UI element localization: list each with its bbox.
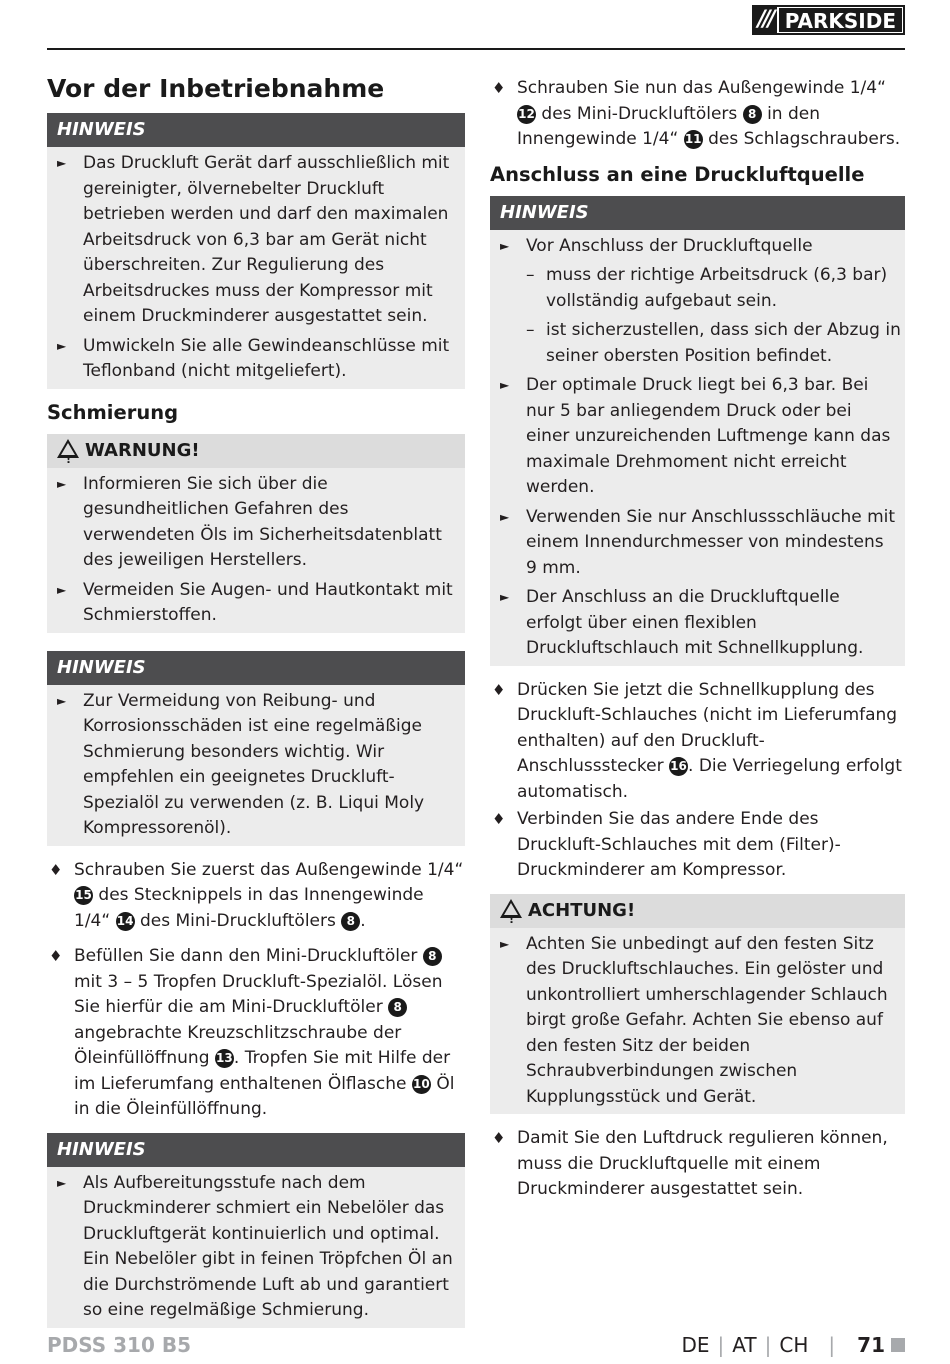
part-number-badge: 8 [341,912,360,931]
step-item: ♦ Befüllen Sie dann den Mini-Druckluftöler 8 mit 3 – 5 Tropfen Druckluft-Spezialöl. Lösen Sie hierfür die am Mini-Druckluftöler 8 angebrachte Kreuzschlitzschraube der Öleinfüllöffnung 13. Tropfen Sie mit Hilfe der im Lieferumfang enthaltenen Ölflasche 10 Öl in die Öleinfüllöffnung. [49,946,455,1119]
parkside-logo [752,5,905,35]
part-number-badge: 10 [412,1075,431,1094]
part-number-badge: 14 [116,912,135,931]
page-number: 71 [857,1333,885,1357]
note-item: ► Umwickeln Sie alle Gewindeanschlüsse mit Teflonband (nicht mitgeliefert). [57,335,450,381]
separator: | [828,1333,836,1357]
arrow-icon: ► [57,156,67,170]
diamond-bullet-icon: ♦ [49,947,63,965]
part-number-badge: 8 [423,947,442,966]
hinweis-box [47,113,465,389]
logo-bars: /// [757,7,773,32]
logo-name: PARKSIDE [777,7,903,33]
arrow-icon: ► [500,238,510,253]
arrow-icon: ► [57,582,67,597]
note-item: ► Vermeiden Sie Augen- und Hautkontakt mit Schmierstoffen. [57,579,453,625]
country-ch: CH [779,1333,809,1357]
arrow-icon: ► [57,338,67,353]
arrow-icon: ► [57,693,67,708]
note-item: ► Der Anschluss an die Druckluftquelle erfolgt über einen flexiblen Druckluftschlauch mit Schnellkupplung. [500,587,864,658]
part-number-badge: 8 [388,998,407,1017]
hinweis-label: HINWEIS [47,651,465,685]
arrow-icon: ► [500,378,510,392]
country-at: AT [732,1333,757,1357]
step-item: ♦ Verbinden Sie das andere Ende des Druckluft-Schlauches mit dem (Filter)-Druckminderer am Kompressor. [492,809,841,880]
separator: | [764,1333,772,1357]
part-number-badge: 13 [215,1049,234,1068]
achtung-label: ACHTUNG! [528,899,636,921]
diamond-bullet-icon: ♦ [492,680,506,699]
hinweis-label: HINWEIS [490,196,905,230]
arrow-icon: ► [500,509,510,524]
hinweis-label: HINWEIS [47,1133,465,1167]
arrow-icon: ► [500,590,510,604]
hinweis-box [490,196,905,666]
arrow-icon: ► [57,476,67,491]
part-number-badge: 16 [669,757,688,776]
schmierung-heading: Schmierung [47,400,179,424]
arrow-icon: ► [500,936,510,951]
achtung-header [490,894,905,928]
section-title: Vor der Inbetriebnahme [47,74,385,103]
sub-item: – ist sicherzustellen, dass sich der Abzug in seiner obersten Position befindet. [526,320,901,366]
arrow-icon: ► [57,1175,67,1190]
diamond-bullet-icon: ♦ [492,1129,506,1147]
note-item: ► Vor Anschluss der Druckluftquelle [490,234,905,260]
left-column [47,72,465,1340]
step-item: ♦ Schrauben Sie nun das Außengewinde 1/4“ 12 des Mini-Druckluftölers 8 in den Innengewinde 1/4“ 11 des Schlagschraubers. [492,78,901,149]
anschluss-heading: Anschluss an eine Druckluftquelle [490,162,865,186]
diamond-bullet-icon: ♦ [492,810,506,828]
note-item: ► Informieren Sie sich über die gesundheitlichen Gefahren des verwendeten Öls im Sicherheitsdatenblatt des jeweiligen Herstellers. [57,473,442,570]
country-de: DE [681,1333,710,1357]
note-item: ► Zur Vermeidung von Reibung- und Korrosionsschäden ist eine regelmäßige Schmierung besonders wichtig. Wir empfehlen ein geeignetes Druckluft-Spezialöl zu verwenden (z. B. Liqui Moly Kompressorenöl). [57,690,425,838]
warnung-header [47,434,465,468]
step-item: ♦ Damit Sie den Luftdruck regulieren können, muss die Druckluftquelle mit einem Druckminderer ausgestattet sein. [492,1128,888,1199]
right-column [490,76,905,1213]
separator: | [717,1333,725,1357]
hinweis-label: HINWEIS [47,113,465,147]
note-item: ► Als Aufbereitungsstufe nach dem Druckminderer schmiert ein Nebelöler das Druckluftgerät kontinuierlich und optimal. Ein Nebelöler gibt in feinen Tröpfchen Öl an die Durchströmende Luft ab und garantiert so eine regelmäßige Schmierung. [57,1172,453,1320]
part-number-badge: 15 [74,886,93,905]
achtung-box [490,894,905,1115]
dash-icon: – [526,320,535,340]
step-item: ♦ Drücken Sie jetzt die Schnellkupplung des Druckluft-Schlauches (nicht im Lieferumfang enthalten) auf den Druckluft-Anschlussstecker 16. Die Verriegelung erfolgt automatisch. [492,679,902,802]
note-item: ► Achten Sie unbedingt auf den festen Sitz des Druckluftschlauches. Ein gelöster und unkontrolliert umherschlagender Schlauch birgt große Gefahr. Achten Sie ebenso auf den festen Sitz der beiden Schraubverbindungen zwischen Kupplungsstück und Gerät. [500,933,888,1107]
note-item: ► Verwenden Sie nur Anschlussschläuche mit einem Innendurchmesser von mindestens 9 mm. [500,506,896,578]
warnung-box [47,434,465,633]
step-item: ♦ Schrauben Sie zuerst das Außengewinde 1/4“ 15 des Stecknippels in das Innengewinde 1/4“ 14 des Mini-Druckluftölers 8 . [49,859,464,931]
dash-icon: – [526,265,535,285]
part-number-badge: 11 [684,130,703,149]
model-number: PDSS 310 B5 [47,1333,192,1357]
part-number-badge: 12 [517,105,536,124]
sub-item: – muss der richtige Arbeitsdruck (6,3 bar) vollständig aufgebaut sein. [526,265,888,311]
note-item: ► Das Druckluft Gerät darf ausschließlich mit gereinigter, ölvernebelter Druckluft betrieben werden und darf den maximalen Arbeitsdruck von 6,3 bar am Gerät nicht überschreiten. Zur Regulierung des Arbeitsdruckes muss der Kompressor mit einem Druckminderer ausgestattet sein. [57,153,450,326]
page-square-icon [891,1338,905,1352]
footer-pagination [681,1333,905,1357]
hinweis-box [47,651,465,846]
diamond-bullet-icon: ♦ [492,79,506,97]
warning-triangle-icon [500,899,522,918]
warning-triangle-icon [57,439,79,458]
part-number-badge: 8 [743,105,762,124]
note-item: ► Der optimale Druck liegt bei 6,3 bar. Bei nur 5 bar anliegendem Druck oder bei einer unzureichenden Luftmenge kann das maximale Drehmoment nicht erreicht werden. [500,375,891,497]
header-rule [47,48,905,50]
warnung-label: WARNUNG! [85,439,200,461]
hinweis-box [47,1133,465,1328]
diamond-bullet-icon: ♦ [49,860,63,879]
